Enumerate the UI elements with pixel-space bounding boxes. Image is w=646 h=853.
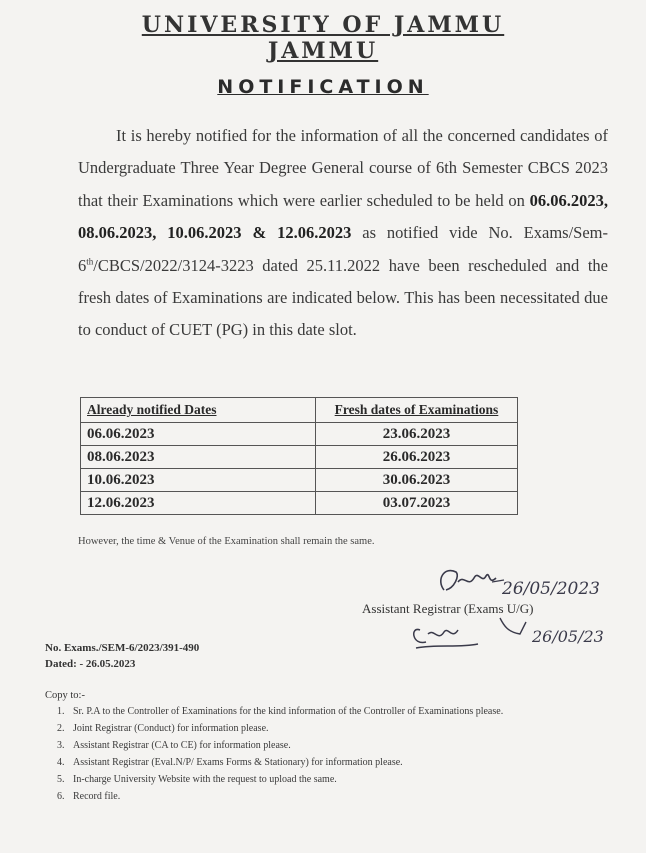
university-name: UNIVERSITY OF JAMMU	[141, 12, 505, 38]
list-item: 6. Record file.	[57, 791, 121, 802]
list-item: 3. Assistant Registrar (CA to CE) for information please.	[57, 740, 291, 751]
notification-title: NOTIFICATION	[217, 76, 429, 98]
copy-to-list	[45, 705, 565, 807]
reference-date: Dated: - 26.05.2023	[45, 658, 136, 670]
body-superscript: th	[86, 256, 94, 267]
new-date-cell: 30.06.2023	[316, 469, 518, 492]
reference-number: No. Exams./SEM-6/2023/391-490	[45, 642, 200, 654]
signatory-designation: Assistant Registrar (Exams U/G)	[362, 601, 534, 616]
new-date-cell: 03.07.2023	[316, 492, 518, 515]
signature-date: 26/05/2023	[502, 579, 600, 599]
university-city: JAMMU	[267, 38, 379, 64]
header-already-notified: Already notified Dates	[81, 398, 316, 423]
old-date-cell: 10.06.2023	[81, 469, 316, 492]
exam-dates-table	[80, 397, 518, 515]
old-date-cell: 08.06.2023	[81, 446, 316, 469]
new-date-cell: 23.06.2023	[316, 423, 518, 446]
list-item: 4. Assistant Registrar (Eval.N/P/ Exams Forms & Stationary) for information please.	[57, 757, 403, 768]
table-header-row	[81, 398, 518, 423]
initials-signature	[408, 612, 628, 662]
initials-date: 26/05/23	[532, 627, 604, 646]
new-date-cell: 26.06.2023	[316, 446, 518, 469]
body-text-part1: It is hereby notified for the information of all the concerned candidates of Undergraduate Three Year Degree General course of 6th Semester CBCS 2023 that their Examinations which were earlier scheduled to be held on	[78, 126, 608, 210]
list-item: 5. In-charge University Website with the request to upload the same.	[57, 774, 337, 785]
table-row	[81, 423, 518, 446]
venue-note: However, the time & Venue of the Examination shall remain the same.	[78, 536, 375, 547]
old-date-cell: 12.06.2023	[81, 492, 316, 515]
list-item: 1. Sr. P.A to the Controller of Examinations for the kind information of the Controller of Examinations please.	[57, 706, 504, 717]
notification-body	[78, 120, 608, 347]
table-row	[81, 469, 518, 492]
list-item: 2. Joint Registrar (Conduct) for information please.	[57, 723, 269, 734]
table-row	[81, 446, 518, 469]
old-date-cell: 06.06.2023	[81, 423, 316, 446]
copy-to-label: Copy to:-	[45, 690, 85, 701]
body-original-dates: 06.06.2023, 08.06.2023, 10.06.2023 & 12.06.2023	[78, 190, 608, 243]
body-text-part2: as notified vide No. Exams/Sem-6	[78, 223, 608, 275]
table-row	[81, 492, 518, 515]
header-fresh-dates: Fresh dates of Examinations	[316, 398, 518, 423]
body-text-part3: /CBCS/2022/3124-3223 dated 25.11.2022 have been rescheduled and the fresh dates of Examinations are indicated below. This has been necessitated due to conduct of CUET (PG) in this date slot.	[78, 255, 608, 340]
